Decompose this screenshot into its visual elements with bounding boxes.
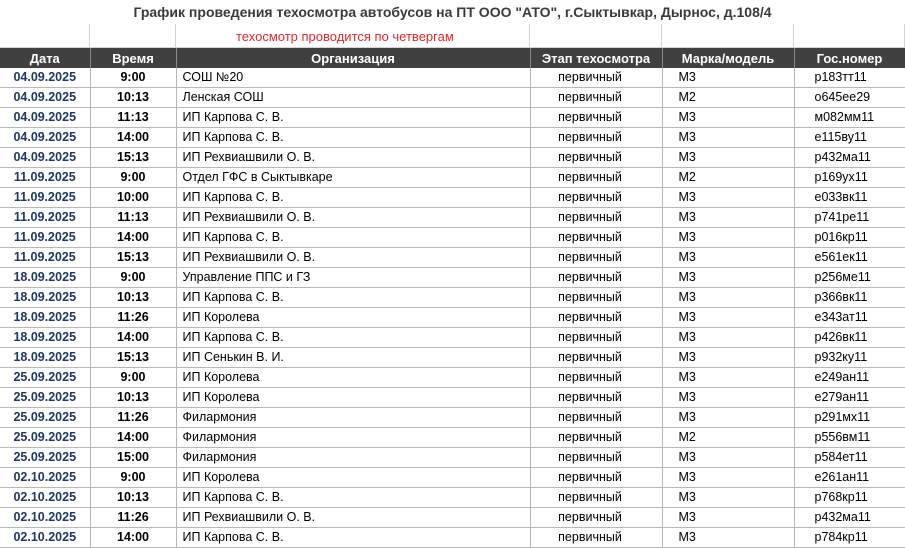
- plate-cell[interactable]: р426вк11: [794, 328, 905, 348]
- stage-cell[interactable]: первичный: [530, 468, 662, 488]
- table-row: [0, 148, 905, 168]
- date-cell[interactable]: 25.09.2025: [0, 368, 90, 388]
- empty-cell[interactable]: [794, 24, 905, 48]
- model-cell[interactable]: М3: [662, 108, 794, 128]
- model-cell[interactable]: М3: [662, 508, 794, 528]
- time-cell[interactable]: 14:00: [90, 528, 176, 548]
- time-cell[interactable]: 14:00: [90, 128, 176, 148]
- table-row: [0, 488, 905, 508]
- time-cell[interactable]: 14:00: [90, 428, 176, 448]
- organization-cell[interactable]: ИП Карпова С. В.: [176, 188, 530, 208]
- date-cell[interactable]: 18.09.2025: [0, 328, 90, 348]
- organization-cell[interactable]: ИП Карпова С. В.: [176, 288, 530, 308]
- plate-cell[interactable]: р556вм11: [794, 428, 905, 448]
- organization-cell[interactable]: ИП Рехвиашвили О. В.: [176, 508, 530, 528]
- organization-cell[interactable]: ИП Сенькин В. И.: [176, 348, 530, 368]
- stage-cell[interactable]: первичный: [530, 108, 662, 128]
- column-header-stage[interactable]: Этап техосмотра: [530, 48, 662, 68]
- empty-cell[interactable]: [530, 24, 662, 48]
- stage-cell[interactable]: первичный: [530, 388, 662, 408]
- table-row: [0, 468, 905, 488]
- date-cell[interactable]: 11.09.2025: [0, 208, 90, 228]
- table-row: [0, 88, 905, 108]
- time-cell[interactable]: 15:13: [90, 348, 176, 368]
- model-cell[interactable]: М3: [662, 488, 794, 508]
- model-cell[interactable]: М3: [662, 208, 794, 228]
- date-cell[interactable]: 25.09.2025: [0, 428, 90, 448]
- model-cell[interactable]: М3: [662, 188, 794, 208]
- date-cell[interactable]: 04.09.2025: [0, 88, 90, 108]
- stage-cell[interactable]: первичный: [530, 128, 662, 148]
- plate-cell[interactable]: е033вк11: [794, 188, 905, 208]
- stage-cell[interactable]: первичный: [530, 268, 662, 288]
- plate-cell[interactable]: е115ву11: [794, 128, 905, 148]
- table-row: [0, 228, 905, 248]
- organization-cell[interactable]: ИП Королева: [176, 308, 530, 328]
- organization-cell[interactable]: ИП Карпова С. В.: [176, 328, 530, 348]
- plate-cell[interactable]: р432ма11: [794, 148, 905, 168]
- note-row: [0, 24, 905, 48]
- time-cell[interactable]: 10:13: [90, 288, 176, 308]
- organization-cell[interactable]: Филармония: [176, 408, 530, 428]
- inspection-schedule-table: [0, 48, 905, 548]
- plate-cell[interactable]: р784кр11: [794, 528, 905, 548]
- organization-cell[interactable]: ИП Карпова С. В.: [176, 128, 530, 148]
- stage-cell[interactable]: первичный: [530, 288, 662, 308]
- stage-cell[interactable]: первичный: [530, 528, 662, 548]
- organization-cell[interactable]: Ленская СОШ: [176, 88, 530, 108]
- organization-cell[interactable]: Филармония: [176, 448, 530, 468]
- date-cell[interactable]: 25.09.2025: [0, 388, 90, 408]
- plate-cell[interactable]: е279ан11: [794, 388, 905, 408]
- header-row: [0, 48, 905, 68]
- table-row: [0, 308, 905, 328]
- time-cell[interactable]: 11:26: [90, 308, 176, 328]
- stage-cell[interactable]: первичный: [530, 308, 662, 328]
- time-cell[interactable]: 10:13: [90, 88, 176, 108]
- model-cell[interactable]: М3: [662, 368, 794, 388]
- time-cell[interactable]: 9:00: [90, 468, 176, 488]
- organization-cell[interactable]: ИП Королева: [176, 388, 530, 408]
- plate-cell[interactable]: р169ух11: [794, 168, 905, 188]
- time-cell[interactable]: 15:13: [90, 148, 176, 168]
- organization-cell[interactable]: ИП Рехвиашвили О. В.: [176, 148, 530, 168]
- organization-cell[interactable]: ИП Королева: [176, 368, 530, 388]
- stage-cell[interactable]: первичный: [530, 428, 662, 448]
- model-cell[interactable]: М3: [662, 148, 794, 168]
- plate-cell[interactable]: м082мм11: [794, 108, 905, 128]
- table-row: [0, 388, 905, 408]
- plate-cell[interactable]: р183тт11: [794, 68, 905, 88]
- time-cell[interactable]: 9:00: [90, 368, 176, 388]
- stage-cell[interactable]: первичный: [530, 168, 662, 188]
- empty-cell[interactable]: [662, 24, 794, 48]
- plate-cell[interactable]: р932ку11: [794, 348, 905, 368]
- stage-cell[interactable]: первичный: [530, 508, 662, 528]
- model-cell[interactable]: М3: [662, 308, 794, 328]
- plate-cell[interactable]: р016кр11: [794, 228, 905, 248]
- schedule-rows: [0, 68, 905, 548]
- organization-cell[interactable]: ИП Карпова С. В.: [176, 488, 530, 508]
- stage-cell[interactable]: первичный: [530, 148, 662, 168]
- stage-cell[interactable]: первичный: [530, 448, 662, 468]
- stage-cell[interactable]: первичный: [530, 208, 662, 228]
- table-row: [0, 348, 905, 368]
- model-cell[interactable]: М3: [662, 448, 794, 468]
- plate-cell[interactable]: р584ет11: [794, 448, 905, 468]
- stage-cell[interactable]: первичный: [530, 248, 662, 268]
- empty-cell[interactable]: [0, 24, 90, 48]
- stage-cell[interactable]: первичный: [530, 188, 662, 208]
- plate-cell[interactable]: е261ан11: [794, 468, 905, 488]
- column-header-organization[interactable]: Организация: [176, 48, 530, 68]
- date-cell[interactable]: 02.10.2025: [0, 528, 90, 548]
- time-cell[interactable]: 15:13: [90, 248, 176, 268]
- table-row: [0, 108, 905, 128]
- time-cell[interactable]: 15:00: [90, 448, 176, 468]
- stage-cell[interactable]: первичный: [530, 348, 662, 368]
- plate-cell[interactable]: е561ек11: [794, 248, 905, 268]
- time-cell[interactable]: 11:26: [90, 408, 176, 428]
- time-cell[interactable]: 14:00: [90, 228, 176, 248]
- table-row: [0, 68, 905, 88]
- model-cell[interactable]: М3: [662, 268, 794, 288]
- table-row: [0, 248, 905, 268]
- date-cell[interactable]: 04.09.2025: [0, 128, 90, 148]
- plate-cell[interactable]: р291мх11: [794, 408, 905, 428]
- table-row: [0, 188, 905, 208]
- model-cell[interactable]: М2: [662, 88, 794, 108]
- date-cell[interactable]: 11.09.2025: [0, 248, 90, 268]
- date-cell[interactable]: 18.09.2025: [0, 348, 90, 368]
- organization-cell[interactable]: СОШ №20: [176, 68, 530, 88]
- thursday-note[interactable]: техосмотр проводится по четвергам: [236, 29, 454, 44]
- time-cell[interactable]: 11:13: [90, 208, 176, 228]
- time-cell[interactable]: 10:13: [90, 388, 176, 408]
- column-header-time[interactable]: Время: [90, 48, 176, 68]
- table-row: [0, 288, 905, 308]
- organization-cell[interactable]: Филармония: [176, 428, 530, 448]
- column-header-plate[interactable]: Гос.номер: [794, 48, 905, 68]
- date-cell[interactable]: 18.09.2025: [0, 268, 90, 288]
- stage-cell[interactable]: первичный: [530, 228, 662, 248]
- stage-cell[interactable]: первичный: [530, 368, 662, 388]
- schedule-title[interactable]: График проведения техосмотра автобусов на ПТ ООО "АТО", г.Сыктывкар, Дырнос, д.108/4: [133, 4, 772, 20]
- column-header-date[interactable]: Дата: [0, 48, 90, 68]
- organization-cell[interactable]: ИП Королева: [176, 468, 530, 488]
- model-cell[interactable]: М3: [662, 468, 794, 488]
- column-header-model[interactable]: Марка/модель: [662, 48, 794, 68]
- plate-cell[interactable]: е249ан11: [794, 368, 905, 388]
- stage-cell[interactable]: первичный: [530, 68, 662, 88]
- date-cell[interactable]: 18.09.2025: [0, 288, 90, 308]
- plate-cell[interactable]: р256ме11: [794, 268, 905, 288]
- table-row: [0, 328, 905, 348]
- time-cell[interactable]: 11:13: [90, 108, 176, 128]
- model-cell[interactable]: М3: [662, 348, 794, 368]
- stage-cell[interactable]: первичный: [530, 88, 662, 108]
- table-row: [0, 408, 905, 428]
- model-cell[interactable]: М3: [662, 128, 794, 148]
- date-cell[interactable]: 25.09.2025: [0, 448, 90, 468]
- model-cell[interactable]: М3: [662, 408, 794, 428]
- table-row: [0, 208, 905, 228]
- stage-cell[interactable]: первичный: [530, 488, 662, 508]
- organization-cell[interactable]: ИП Карпова С. В.: [176, 528, 530, 548]
- table-row: [0, 448, 905, 468]
- organization-cell[interactable]: ИП Рехвиашвили О. В.: [176, 248, 530, 268]
- time-cell[interactable]: 10:13: [90, 488, 176, 508]
- table-row: [0, 128, 905, 148]
- table-row: [0, 268, 905, 288]
- model-cell[interactable]: М3: [662, 228, 794, 248]
- date-cell[interactable]: 11.09.2025: [0, 228, 90, 248]
- date-cell[interactable]: 04.09.2025: [0, 108, 90, 128]
- date-cell[interactable]: 02.10.2025: [0, 488, 90, 508]
- date-cell[interactable]: 11.09.2025: [0, 188, 90, 208]
- model-cell[interactable]: М3: [662, 328, 794, 348]
- model-cell[interactable]: М2: [662, 428, 794, 448]
- model-cell[interactable]: М2: [662, 168, 794, 188]
- date-cell[interactable]: 02.10.2025: [0, 468, 90, 488]
- time-cell[interactable]: 11:26: [90, 508, 176, 528]
- model-cell[interactable]: М3: [662, 288, 794, 308]
- table-row: [0, 428, 905, 448]
- time-cell[interactable]: 10:00: [90, 188, 176, 208]
- date-cell[interactable]: 11.09.2025: [0, 168, 90, 188]
- plate-cell[interactable]: о645ее29: [794, 88, 905, 108]
- time-cell[interactable]: 9:00: [90, 68, 176, 88]
- table-row: [0, 368, 905, 388]
- organization-cell[interactable]: ИП Рехвиашвили О. В.: [176, 208, 530, 228]
- table-row: [0, 508, 905, 528]
- date-cell[interactable]: 02.10.2025: [0, 508, 90, 528]
- table-row: [0, 168, 905, 188]
- model-cell[interactable]: М3: [662, 528, 794, 548]
- plate-cell[interactable]: р768кр11: [794, 488, 905, 508]
- plate-cell[interactable]: р432ма11: [794, 508, 905, 528]
- time-cell[interactable]: 9:00: [90, 168, 176, 188]
- table-row: [0, 528, 905, 548]
- date-cell[interactable]: 18.09.2025: [0, 308, 90, 328]
- stage-cell[interactable]: первичный: [530, 328, 662, 348]
- plate-cell[interactable]: е343ат11: [794, 308, 905, 328]
- model-cell[interactable]: М3: [662, 68, 794, 88]
- date-cell[interactable]: 04.09.2025: [0, 148, 90, 168]
- model-cell[interactable]: М3: [662, 248, 794, 268]
- organization-cell[interactable]: Управление ППС и ГЗ: [176, 268, 530, 288]
- date-cell[interactable]: 04.09.2025: [0, 68, 90, 88]
- organization-cell[interactable]: ИП Карпова С. В.: [176, 228, 530, 248]
- model-cell[interactable]: М3: [662, 388, 794, 408]
- organization-cell[interactable]: Отдел ГФС в Сыктывкаре: [176, 168, 530, 188]
- empty-cell[interactable]: [90, 24, 176, 48]
- stage-cell[interactable]: первичный: [530, 408, 662, 428]
- plate-cell[interactable]: р366вк11: [794, 288, 905, 308]
- time-cell[interactable]: 14:00: [90, 328, 176, 348]
- plate-cell[interactable]: р741ре11: [794, 208, 905, 228]
- date-cell[interactable]: 25.09.2025: [0, 408, 90, 428]
- organization-cell[interactable]: ИП Карпова С. В.: [176, 108, 530, 128]
- time-cell[interactable]: 9:00: [90, 268, 176, 288]
